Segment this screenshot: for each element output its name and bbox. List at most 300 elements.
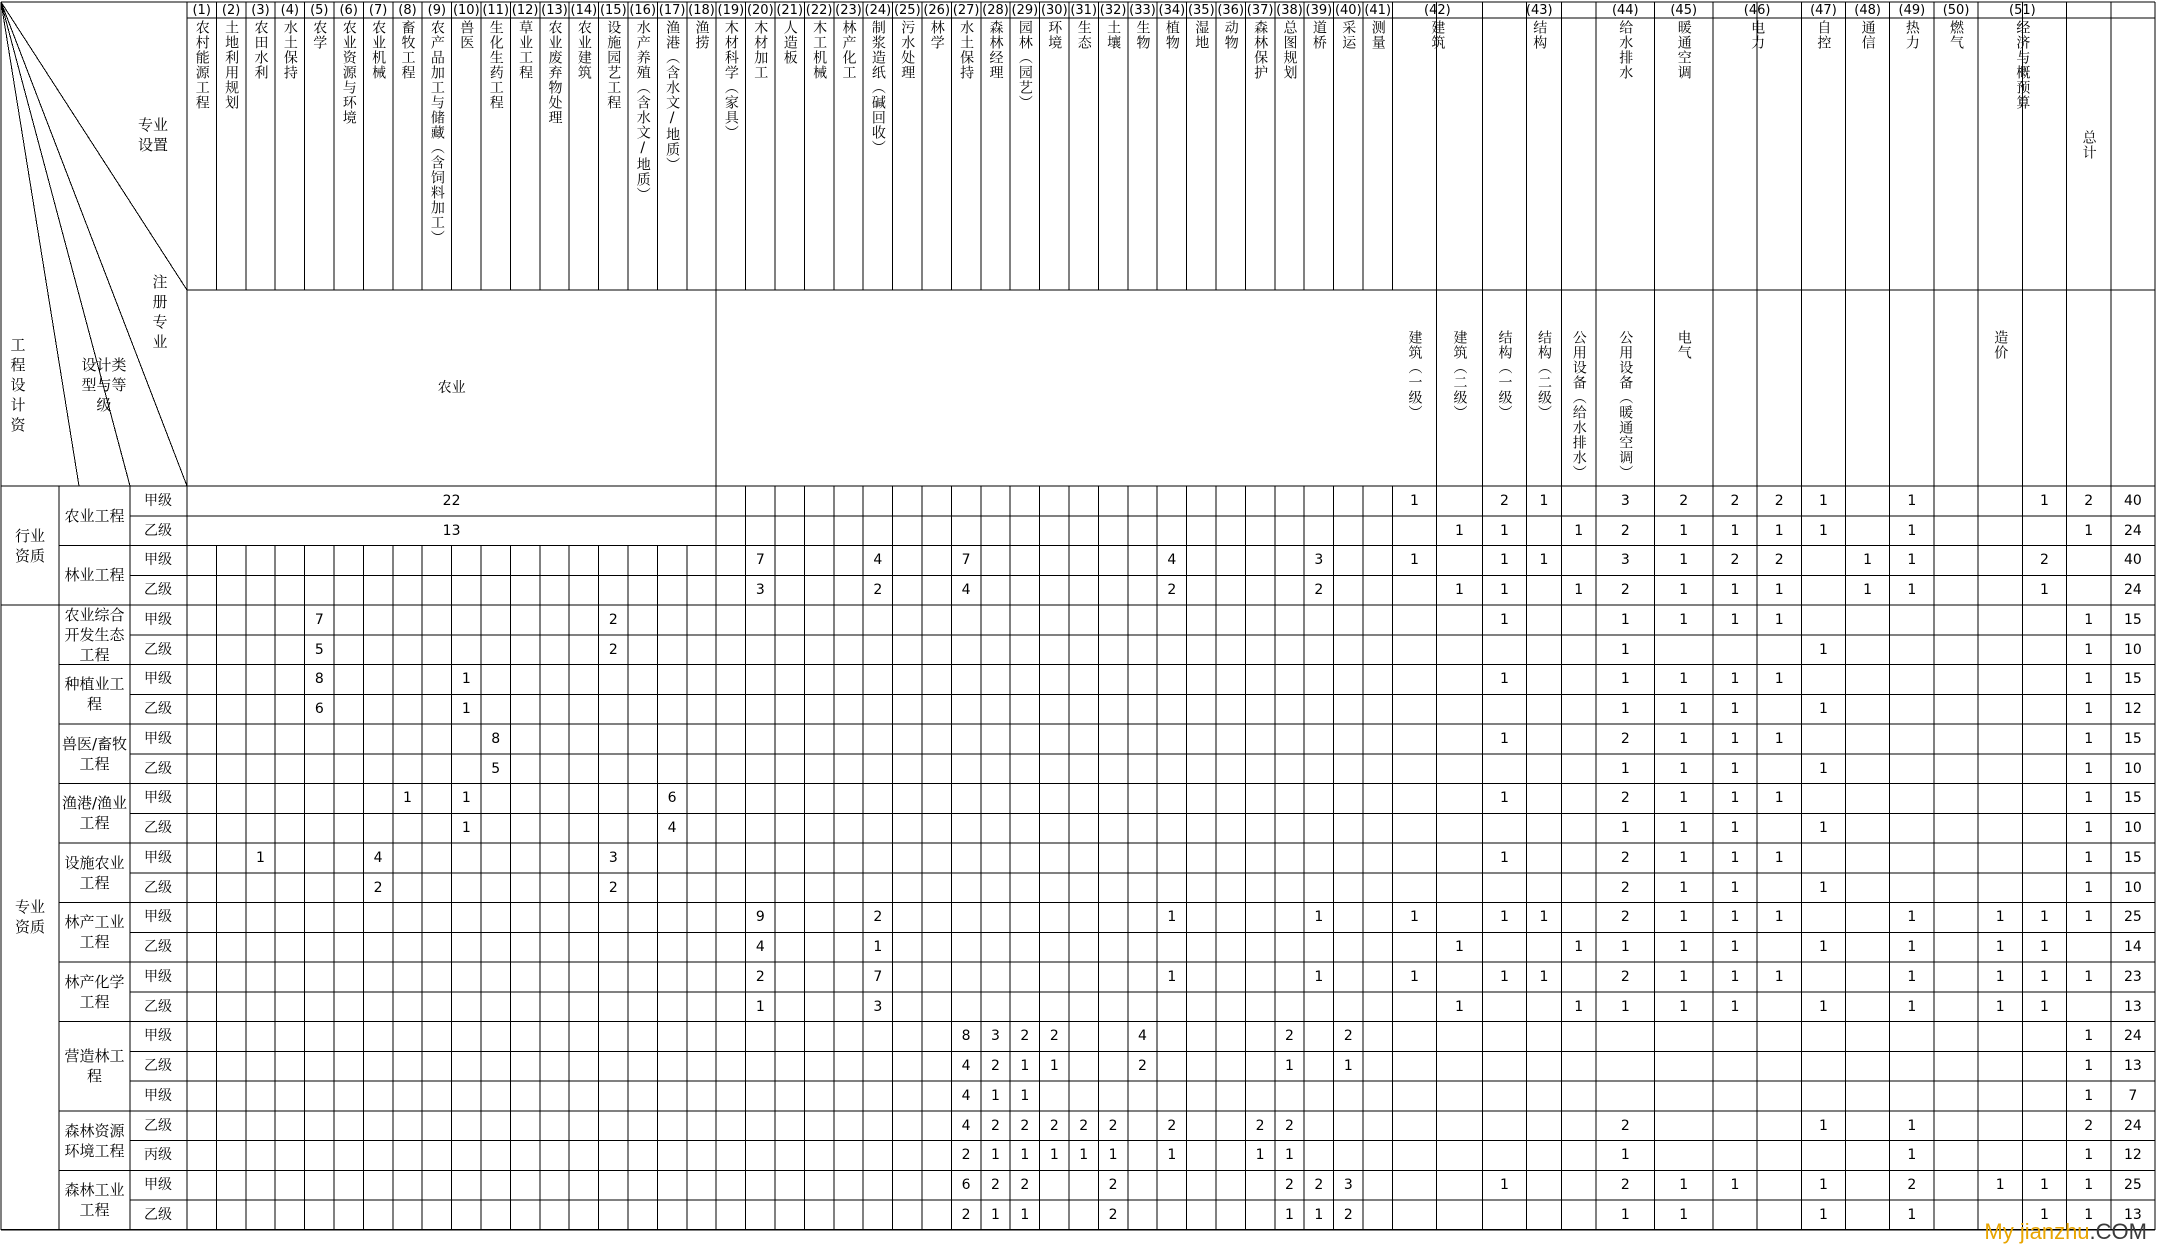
type-label: 森林工业工程 xyxy=(64,1181,125,1219)
cell-value: 2 xyxy=(1108,1117,1118,1134)
cell-value: 1 xyxy=(1049,1147,1059,1164)
grade-label: 甲级 xyxy=(144,552,172,569)
column-label: 生物 xyxy=(1134,20,1151,50)
tail-value: 1 xyxy=(1907,909,1917,926)
column-label: 自控 xyxy=(1815,20,1832,50)
column-label: 园林（园艺） xyxy=(1016,20,1033,110)
tail-value: 1 xyxy=(2084,849,2094,866)
tail-value: 1 xyxy=(1995,1177,2005,1194)
grade-label: 乙级 xyxy=(144,820,172,837)
corner-specialty: 专业设置 xyxy=(137,116,168,154)
column-label: 动物 xyxy=(1222,20,1239,50)
grade-label: 甲级 xyxy=(144,790,172,807)
grade-label: 乙级 xyxy=(144,1058,172,1075)
tail-value: 1 xyxy=(1620,760,1630,777)
tail-value: 15 xyxy=(2123,790,2142,807)
cell-value: 13 xyxy=(442,522,461,539)
tail-value: 1 xyxy=(2084,641,2094,658)
column-label: 生化生药工程 xyxy=(487,20,504,110)
type-label: 森林资源环境工程 xyxy=(64,1121,125,1160)
grade-label: 甲级 xyxy=(144,730,172,747)
tail-value: 24 xyxy=(2123,582,2142,599)
tail-value: 1 xyxy=(1730,582,1740,599)
column-label: 木材科学（家具） xyxy=(722,20,739,140)
cell-value: 4 xyxy=(961,582,971,599)
tail-value: 1 xyxy=(1539,552,1549,569)
corner-registered: 注册专业 xyxy=(152,273,168,351)
tail-value: 1 xyxy=(1818,701,1828,718)
tail-value: 2 xyxy=(1730,492,1740,509)
cell-value: 2 xyxy=(1079,1117,1089,1134)
tail-value: 1 xyxy=(2040,492,2049,509)
grade-label: 乙级 xyxy=(144,522,172,539)
column-number: (7) xyxy=(368,3,388,18)
tail-value: 1 xyxy=(1500,730,1509,747)
type-label: 林产化学工程 xyxy=(64,972,125,1011)
cell-value: 1 xyxy=(1020,1087,1030,1104)
tail-value: 1 xyxy=(1907,552,1917,569)
cell-value: 1 xyxy=(1167,909,1177,926)
column-number: (32) xyxy=(1099,3,1127,18)
tail-value: 1 xyxy=(1679,820,1689,837)
tail-value: 1 xyxy=(1907,582,1917,599)
tail-value: 1 xyxy=(1574,522,1584,539)
tail-value: 1 xyxy=(1730,1177,1740,1194)
cell-value: 3 xyxy=(608,849,618,866)
watermark-logo xyxy=(1984,1219,2147,1245)
column-label: 农业建筑 xyxy=(575,20,592,80)
tail-value: 1 xyxy=(2084,611,2094,628)
grade-label: 乙级 xyxy=(144,701,172,718)
tail-value: 1 xyxy=(1818,998,1828,1015)
cell-value: 8 xyxy=(961,1028,971,1045)
tail-value: 1 xyxy=(1679,701,1689,718)
tail-value: 10 xyxy=(2123,820,2142,837)
tail-value: 2 xyxy=(1500,492,1509,509)
tail-value: 2 xyxy=(2084,1117,2094,1134)
tail-value: 3 xyxy=(1620,552,1630,569)
tail-value: 1 xyxy=(1907,939,1917,956)
tail-value: 1 xyxy=(1730,730,1740,747)
cell-value: 1 xyxy=(1020,1206,1030,1223)
tail-value: 1 xyxy=(1818,879,1828,896)
type-label: 农业工程 xyxy=(64,506,125,525)
tail-value: 1 xyxy=(1679,1177,1689,1194)
tail-value: 1 xyxy=(1995,998,2005,1015)
tail-value: 13 xyxy=(2123,1206,2142,1223)
cell-value: 2 xyxy=(873,909,883,926)
tail-value: 1 xyxy=(1730,939,1740,956)
tail-value: 1 xyxy=(1410,968,1419,985)
column-number: (44) xyxy=(1611,3,1639,18)
cell-value: 1 xyxy=(873,939,883,956)
tail-value: 1 xyxy=(1620,1206,1630,1223)
tail-value: 1 xyxy=(1818,641,1828,658)
cell-value: 22 xyxy=(442,492,461,509)
tail-value: 1 xyxy=(2084,1087,2094,1104)
tail-value: 10 xyxy=(2123,879,2142,896)
column-label: 人造板 xyxy=(781,20,798,65)
cell-value: 1 xyxy=(991,1147,1000,1164)
cell-value: 2 xyxy=(1255,1117,1265,1134)
type-label: 林产工业工程 xyxy=(64,913,125,952)
tail-value: 1 xyxy=(2084,522,2094,539)
column-number: (9) xyxy=(427,3,447,18)
column-label: 森林保护 xyxy=(1252,20,1269,80)
tail-value: 1 xyxy=(1730,760,1740,777)
column-number: (16) xyxy=(629,3,657,18)
cell-value: 4 xyxy=(373,849,383,866)
column-label: 道桥 xyxy=(1310,20,1327,50)
tail-value: 1 xyxy=(1455,939,1464,956)
column-label: 环境 xyxy=(1046,20,1063,50)
tail-value: 1 xyxy=(1730,671,1740,688)
tail-value: 1 xyxy=(2084,1206,2094,1223)
cell-value: 2 xyxy=(873,582,883,599)
column-label: 采运 xyxy=(1340,20,1357,50)
tail-value: 1 xyxy=(1679,582,1689,599)
tail-value: 1 xyxy=(2040,909,2049,926)
column-label: 总图规划 xyxy=(1281,20,1298,80)
tail-value: 2 xyxy=(1620,879,1630,896)
corner-qualification: 工程设计资 xyxy=(10,336,26,434)
cell-value: 2 xyxy=(1020,1028,1030,1045)
column-number: (3) xyxy=(251,3,270,18)
column-number: (25) xyxy=(893,3,921,18)
tail-value: 1 xyxy=(1907,492,1917,509)
column-number: (33) xyxy=(1129,3,1156,18)
tail-value: 1 xyxy=(1500,671,1509,688)
cell-value: 2 xyxy=(608,641,618,658)
tail-value: 1 xyxy=(2040,582,2049,599)
tail-value: 1 xyxy=(1730,611,1740,628)
tail-value: 1 xyxy=(1620,671,1630,688)
column-number: (51) xyxy=(2009,3,2036,18)
column-label: 水产养殖（含水文/地质） xyxy=(634,20,651,202)
column-number: (12) xyxy=(511,3,539,18)
grade-label: 乙级 xyxy=(144,760,172,777)
tail-value: 15 xyxy=(2123,849,2142,866)
tail-value: 1 xyxy=(1907,998,1917,1015)
grade-label: 甲级 xyxy=(144,1177,172,1194)
column-label: 兽医 xyxy=(458,20,475,50)
tail-value: 1 xyxy=(1907,1206,1917,1223)
tail-value: 1 xyxy=(1774,790,1784,807)
tail-value: 1 xyxy=(1818,1206,1828,1223)
tail-value: 2 xyxy=(1620,849,1630,866)
registered-0: 农业 xyxy=(437,380,466,396)
cell-value: 3 xyxy=(991,1028,1000,1045)
cell-value: 1 xyxy=(1343,1058,1353,1075)
cell-value: 2 xyxy=(1049,1028,1059,1045)
tail-value: 1 xyxy=(1679,939,1689,956)
column-number: (1) xyxy=(192,3,211,18)
column-number: (36) xyxy=(1217,3,1245,18)
tail-value: 1 xyxy=(1679,760,1689,777)
column-number: (2) xyxy=(221,3,241,18)
grade-label: 甲级 xyxy=(144,1087,172,1104)
cell-value: 1 xyxy=(991,1087,1000,1104)
tail-value: 1 xyxy=(2040,939,2049,956)
tail-value: 1 xyxy=(1679,730,1689,747)
grade-label: 乙级 xyxy=(144,641,172,658)
column-label: 植物 xyxy=(1163,20,1180,50)
column-number: (39) xyxy=(1305,3,1333,18)
type-label: 林业工程 xyxy=(64,566,125,585)
tail-value: 1 xyxy=(1620,939,1630,956)
column-number: (15) xyxy=(599,3,627,18)
tail-value: 1 xyxy=(1818,760,1828,777)
tail-value: 1 xyxy=(1455,998,1464,1015)
tail-value: 1 xyxy=(1907,1147,1917,1164)
cell-value: 3 xyxy=(755,582,765,599)
cell-value: 6 xyxy=(961,1177,971,1194)
cell-value: 1 xyxy=(461,671,471,688)
tail-value: 23 xyxy=(2123,968,2142,985)
tail-value: 1 xyxy=(1500,968,1509,985)
tail-value: 1 xyxy=(1730,522,1740,539)
cell-value: 2 xyxy=(1285,1028,1294,1045)
cell-value: 3 xyxy=(1314,552,1324,569)
watermark-suffix: .COM xyxy=(2089,1219,2147,1244)
grade-label: 甲级 xyxy=(144,611,172,628)
column-label: 通信 xyxy=(1859,20,1876,50)
grade-label: 甲级 xyxy=(144,492,172,509)
tail-value: 1 xyxy=(1818,820,1828,837)
cell-value: 1 xyxy=(755,998,765,1015)
tail-value: 2 xyxy=(1620,582,1630,599)
cell-value: 1 xyxy=(1167,968,1177,985)
cell-value: 1 xyxy=(461,701,471,718)
cell-value: 4 xyxy=(1167,552,1177,569)
column-number: (20) xyxy=(746,3,774,18)
column-number: (31) xyxy=(1070,3,1098,18)
tail-value: 1 xyxy=(1679,909,1689,926)
cell-value: 2 xyxy=(1108,1206,1118,1223)
tail-value: 1 xyxy=(1574,998,1584,1015)
tail-value: 1 xyxy=(2084,671,2094,688)
cell-value: 7 xyxy=(314,611,324,628)
tail-value: 1 xyxy=(1730,820,1740,837)
tail-value: 1 xyxy=(1620,820,1630,837)
cell-value: 4 xyxy=(667,820,677,837)
cell-value: 1 xyxy=(991,1206,1000,1223)
tail-value: 1 xyxy=(1574,582,1584,599)
column-label: 草业工程 xyxy=(517,20,534,80)
column-label: 林产化工 xyxy=(840,20,857,80)
cell-value: 6 xyxy=(314,701,324,718)
tail-value: 1 xyxy=(2084,820,2094,837)
tail-value: 1 xyxy=(1730,909,1740,926)
column-label: 测量 xyxy=(1369,20,1386,50)
column-number: (17) xyxy=(658,3,686,18)
tail-value: 1 xyxy=(1455,522,1464,539)
column-label: 污水处理 xyxy=(899,20,916,80)
column-label: 农学 xyxy=(311,20,328,50)
tail-value: 1 xyxy=(1774,968,1784,985)
cell-value: 5 xyxy=(491,760,501,777)
column-label: 暖通空调 xyxy=(1675,20,1692,80)
column-number: (49) xyxy=(1898,3,1926,18)
watermark-prefix: My xyxy=(1984,1219,2020,1244)
tail-value: 7 xyxy=(2128,1087,2138,1104)
column-label: 建筑 xyxy=(1429,20,1446,50)
tail-value: 1 xyxy=(1500,1177,1509,1194)
tail-value: 1 xyxy=(1539,909,1549,926)
cell-value: 2 xyxy=(1343,1028,1353,1045)
tail-value: 1 xyxy=(2084,1058,2094,1075)
cell-value: 7 xyxy=(873,968,883,985)
tail-value: 1 xyxy=(1995,909,2005,926)
column-label: 渔捞 xyxy=(693,20,710,50)
tail-value: 1 xyxy=(1679,849,1689,866)
column-number: (23) xyxy=(835,3,862,18)
cell-value: 1 xyxy=(1049,1058,1059,1075)
tail-value: 1 xyxy=(1500,611,1509,628)
tail-value: 12 xyxy=(2123,701,2142,718)
tail-value: 1 xyxy=(2084,879,2094,896)
cell-value: 1 xyxy=(461,790,471,807)
tail-value: 24 xyxy=(2123,1117,2142,1134)
column-number: (11) xyxy=(482,3,510,18)
tail-value: 1 xyxy=(2084,760,2094,777)
column-label: 森林经理 xyxy=(987,20,1004,80)
tail-value: 1 xyxy=(1679,611,1689,628)
tail-value: 1 xyxy=(1620,611,1630,628)
column-number: (4) xyxy=(280,3,300,18)
tail-value: 2 xyxy=(1774,492,1784,509)
tail-value: 1 xyxy=(1500,790,1509,807)
tail-value: 13 xyxy=(2123,1058,2142,1075)
cell-value: 2 xyxy=(1343,1206,1353,1223)
column-number: (38) xyxy=(1276,3,1303,18)
cell-value: 4 xyxy=(755,939,765,956)
tail-value: 1 xyxy=(2084,1177,2094,1194)
tail-value: 15 xyxy=(2123,611,2142,628)
column-label: 土壤 xyxy=(1105,20,1122,50)
watermark-main: jianzhu xyxy=(2019,1219,2090,1244)
column-label: 经济与概预算 xyxy=(2014,20,2031,110)
tail-value: 1 xyxy=(2040,968,2049,985)
tail-value: 15 xyxy=(2123,730,2142,747)
cell-value: 1 xyxy=(1314,968,1324,985)
tail-value: 1 xyxy=(2040,1177,2049,1194)
cell-value: 3 xyxy=(1343,1177,1353,1194)
tail-value: 1 xyxy=(1679,998,1689,1015)
tail-value: 1 xyxy=(1907,968,1917,985)
column-number: (43) xyxy=(1525,3,1553,18)
column-number: (40) xyxy=(1334,3,1362,18)
corner-design-type: 设计类型与等级 xyxy=(81,356,127,414)
column-label: 制浆造纸（碱回收） xyxy=(869,20,886,155)
cell-value: 2 xyxy=(961,1206,971,1223)
cell-value: 1 xyxy=(1255,1147,1265,1164)
tail-value: 1 xyxy=(1620,998,1630,1015)
tail-value: 1 xyxy=(1774,611,1784,628)
grade-label: 乙级 xyxy=(144,1117,172,1134)
cell-value: 2 xyxy=(1138,1058,1147,1075)
tail-value: 2 xyxy=(1620,522,1630,539)
registered-6: 公用设备（暖通空调） xyxy=(1617,330,1634,480)
tail-value: 1 xyxy=(1730,998,1740,1015)
tail-value: 3 xyxy=(1620,492,1630,509)
cell-value: 1 xyxy=(1285,1147,1294,1164)
grade-label: 甲级 xyxy=(144,1028,172,1045)
column-label: 生态 xyxy=(1075,20,1092,50)
tail-value: 1 xyxy=(1774,671,1784,688)
tail-value: 1 xyxy=(1730,968,1740,985)
tail-value: 1 xyxy=(1907,522,1917,539)
column-number: (28) xyxy=(982,3,1009,18)
column-number: (37) xyxy=(1246,3,1274,18)
group-label: 专业资质 xyxy=(14,898,45,937)
tail-value: 1 xyxy=(1863,582,1873,599)
column-label: 渔港（含水文/地质） xyxy=(664,20,681,172)
tail-value: 1 xyxy=(1907,1117,1917,1134)
grade-label: 甲级 xyxy=(144,968,172,985)
cell-value: 2 xyxy=(1167,582,1177,599)
tail-value: 40 xyxy=(2123,552,2142,569)
column-number: (50) xyxy=(1942,3,1970,18)
tail-value: 1 xyxy=(1679,968,1689,985)
column-label: 设施园艺工程 xyxy=(605,20,622,110)
cell-value: 2 xyxy=(1314,582,1324,599)
cell-value: 2 xyxy=(373,879,383,896)
column-number: (26) xyxy=(923,3,951,18)
column-number: (18) xyxy=(688,3,715,18)
tail-value: 1 xyxy=(1679,552,1689,569)
tail-value: 1 xyxy=(1574,939,1584,956)
column-label: 农业机械 xyxy=(370,20,387,80)
column-label: 农产品加工与储藏（含饲料加工） xyxy=(428,20,445,245)
type-label: 设施农业工程 xyxy=(64,853,125,892)
column-label: 水土保持 xyxy=(281,20,298,80)
cell-value: 2 xyxy=(608,879,618,896)
tail-value: 1 xyxy=(1679,879,1689,896)
tail-value: 1 xyxy=(1539,968,1549,985)
grade-label: 甲级 xyxy=(144,909,172,926)
registered-3: 结构（一级） xyxy=(1496,330,1513,420)
tail-value: 24 xyxy=(2123,522,2142,539)
tail-value: 1 xyxy=(1774,582,1784,599)
tail-value: 25 xyxy=(2123,1177,2142,1194)
tail-value: 1 xyxy=(2084,730,2094,747)
cell-value: 5 xyxy=(314,641,324,658)
tail-value: 1 xyxy=(1500,909,1509,926)
column-label: 畜牧工程 xyxy=(399,20,416,80)
tail-value: 1 xyxy=(1500,849,1509,866)
cell-value: 7 xyxy=(755,552,765,569)
tail-value: 2 xyxy=(2084,492,2094,509)
tail-value: 1 xyxy=(1774,849,1784,866)
tail-value: 2 xyxy=(1620,968,1630,985)
tail-value: 1 xyxy=(2084,790,2094,807)
column-number: (30) xyxy=(1040,3,1068,18)
cell-value: 1 xyxy=(1020,1147,1030,1164)
grade-label: 甲级 xyxy=(144,671,172,688)
tail-value: 1 xyxy=(1679,671,1689,688)
grade-label: 乙级 xyxy=(144,582,172,599)
column-number: (35) xyxy=(1187,3,1215,18)
grade-label: 甲级 xyxy=(144,849,172,866)
registered-4: 结构（二级） xyxy=(1535,330,1552,420)
cell-value: 3 xyxy=(873,998,883,1015)
cell-value: 4 xyxy=(873,552,883,569)
column-label: 农业废弃物处理 xyxy=(546,20,563,125)
total-label: 总计 xyxy=(2080,130,2097,160)
tail-value: 1 xyxy=(1774,909,1784,926)
grade-label: 乙级 xyxy=(144,1206,172,1223)
